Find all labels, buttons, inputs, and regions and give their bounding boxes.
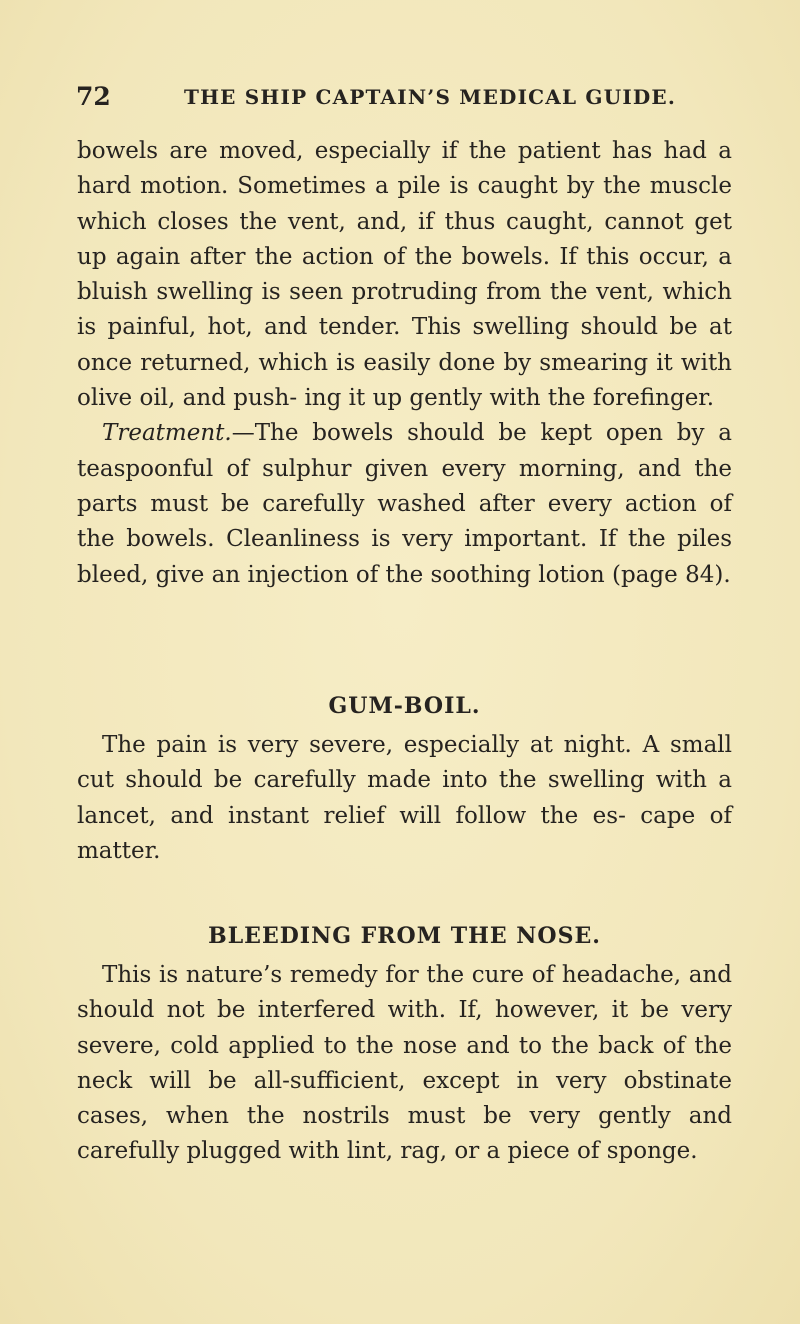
paragraph-piles-continued: bowels are moved, especially if the patient has had a hard motion. Sometimes a pile is caught by the muscle which closes the vent, and, if thus caught, cannot get up again after the action of the bowels. If this occur, a bluish swelling is seen protruding from the vent, which is painful, hot, and tender. This swelling should be at once returned, which is easily done by smearing it with olive oil, and push- ing it up gently with the forefinger. [77, 138, 732, 412]
body-text-block-1 [77, 134, 732, 593]
page-header [76, 82, 736, 116]
paragraph-treatment [77, 416, 732, 592]
page-number: 72 [76, 82, 111, 111]
paragraph-nosebleed: This is nature’s remedy for the cure of headache, and should not be interfered with. If, however, it be very severe, cold applied to the nose and to the back of the neck will be all-sufficient, except in very obstinate cases, when the nostrils must be very gently and carefully plugged with lint, rag, or a piece of sponge. [77, 962, 732, 1165]
body-text-block-2 [77, 684, 732, 869]
paragraph-gum-boil: The pain is very severe, especially at night. A small cut should be carefully made into the swelling with a lancet, and instant relief will follow the es- cape of matter. [77, 732, 732, 864]
section-heading-gum-boil: GUM-BOIL. [328, 693, 481, 719]
running-title: THE SHIP CAPTAIN’S MEDICAL GUIDE. [184, 85, 677, 109]
section-heading-nosebleed: BLEEDING FROM THE NOSE. [208, 923, 601, 949]
treatment-label: Treatment. [102, 420, 232, 447]
body-text-block-3 [77, 914, 732, 1170]
treatment-body: —The bowels should be kept open by a teaspoonful of sulphur given every morning, and the parts must be carefully washed after every action of the bowels. Cleanliness is very important. If the piles bleed, give an injection of the soothing lotion (page 84). [77, 420, 732, 588]
